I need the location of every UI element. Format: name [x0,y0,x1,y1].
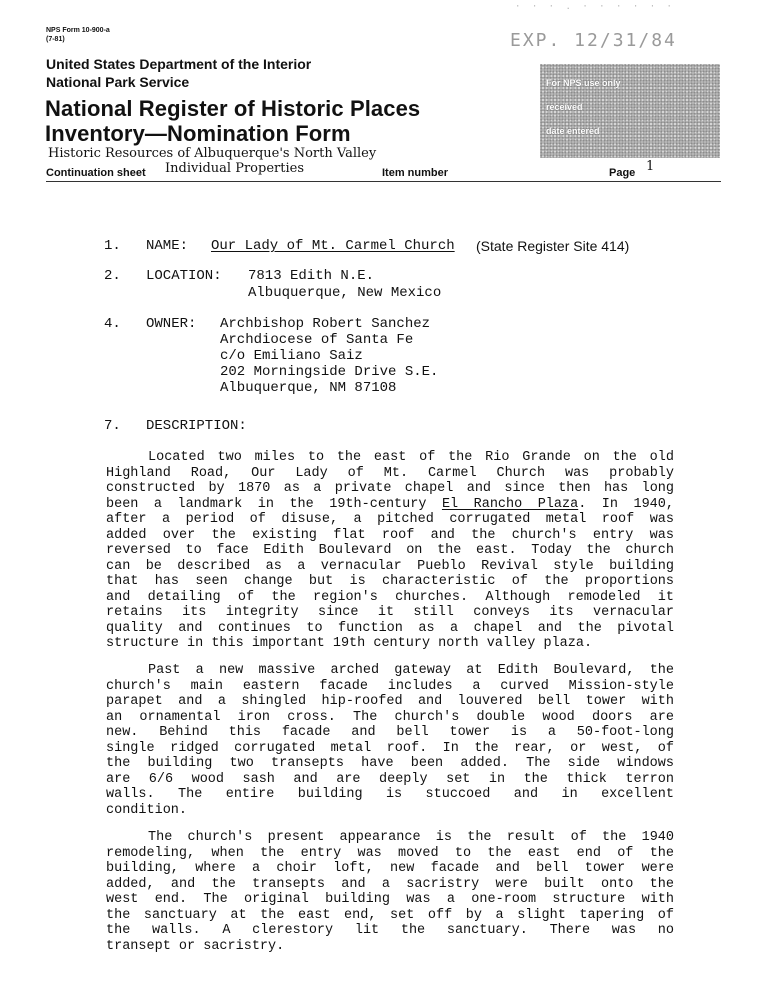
text-line: remodeling, when the entry was moved to the east end of the [106,845,674,861]
text-line: and detailing of the region's churches. Although remodeled it [106,589,674,605]
page-number: 1 [646,159,655,174]
received-label: received [546,102,583,112]
continuation-sheet-value: Individual Properties [165,161,304,176]
text-line: church's main eastern facade includes a curved Mission-style [106,678,674,694]
owner-line: 202 Morningside Drive S.E. [220,364,439,380]
text-line: are 6/6 wood sash and are deeply set in the thick terron [106,771,674,787]
text-line: the sanctuary at the east end, set off by a slight tapering of [106,907,674,923]
text-line: building, where a choir loft, new facade and bell tower were [106,861,674,876]
text-line: condition. [106,802,188,818]
text-line: the walls. A clerestory lit the sanctuary. There was no [106,923,674,938]
text-line: added, and the transepts and a sacristry were built onto the [106,876,674,892]
description-paragraph-1 [106,450,674,652]
text-line: added over the existing flat roof and the church's entry was [106,527,674,543]
owner-line: Albuquerque, NM 87108 [220,380,397,396]
entry-owner-number: 4. [104,316,121,332]
entry-owner-label: OWNER: [146,316,197,332]
underlined-place-name: El Rancho Plaza [441,496,579,512]
entry-location-label: LOCATION: [146,268,222,284]
expiration-stamp: EXP. 12/31/84 [510,30,677,51]
text-line: new. Behind this facade and bell tower is a 50-foot-long [106,725,674,740]
text-line: reversed to face Edith Boulevard on the east. Today the church [106,543,674,558]
text-line: after a period of disuse, a pitched corrugated metal roof was [106,512,674,527]
location-line2: Albuquerque, New Mexico [248,285,442,301]
entry-name-label: NAME: [146,238,189,254]
nps-use-only-label: For NPS use only [546,78,621,88]
text-line: The church's present appearance is the result of the 1940 [148,830,674,845]
service-name: National Park Service [46,74,190,90]
nps-use-only-box [540,64,720,158]
item-number-label: Item number [382,167,449,179]
form-title-line2: Inventory—Nomination Form [45,121,351,146]
text-line: can be described as a vernacular Pueblo Revival style building [106,558,674,574]
form-number [46,26,110,44]
text-line: been a landmark in the 19th-century El Rancho Plaza. In 1940, [106,496,674,512]
form-subtitle: Historic Resources of Albuquerque's North Valley [48,146,377,161]
stamp-noise: · · · . · · · · · · [515,2,675,12]
text-line: constructed by 1870 as a private chapel and since then has long [106,481,674,496]
entry-location-number: 2. [104,268,121,284]
text-line: Highland Road, Our Lady of Mt. Carmel Church was probably [106,465,674,481]
state-register-note: (State Register Site 414) [476,238,630,254]
property-name: Our Lady of Mt. Carmel Church [211,238,455,254]
text-line: single ridged corrugated metal roof. In the rear, or west, of [106,740,674,756]
entry-description-number: 7. [104,418,121,434]
text-line: retains its integrity since it still conveys its vernacular [106,605,674,620]
description-paragraph-2 [106,663,674,818]
date-entered-label: date entered [546,126,600,136]
text-line: Located two miles to the east of the Rio Grande on the old [148,450,674,465]
header-rule [46,181,721,182]
form-date-text: (7-81) [46,36,65,43]
text-line: transept or sacristry. [106,938,285,954]
owner-line: Archdiocese of Santa Fe [220,332,414,348]
text-line: structure in this important 19th century north valley plaza. [106,636,593,651]
owner-line: Archbishop Robert Sanchez [220,316,431,332]
text-line: parapet and a shingled hip-roofed and louvered bell tower with [106,694,674,709]
entry-name-number: 1. [104,238,121,254]
form-title-line1: National Register of Historic Places [45,96,421,121]
text-line: that has seen change but is characteristic of the proportions [106,574,674,589]
department-name: United States Department of the Interior [46,56,312,72]
text-line: quality and continues to function as a chapel and the pivotal [106,620,674,636]
text-line: an ornamental iron cross. The church's double wood doors are [106,709,674,725]
text-line: Past a new massive arched gateway at Edith Boulevard, the [148,663,674,678]
text-line: the building two transepts have been added. The side windows [106,756,674,771]
text-line: walls. The entire building is stuccoed and in excellent [106,787,674,802]
entry-description-label: DESCRIPTION: [146,418,247,434]
continuation-sheet-label: Continuation sheet [46,167,146,179]
form-number-text: NPS Form 10-900-a [46,27,110,34]
page-label: Page [609,167,636,179]
location-line1: 7813 Edith N.E. [248,268,375,284]
text-line: west end. The original building was a one-room structure with [106,892,674,907]
description-paragraph-3 [106,830,674,954]
owner-line: c/o Emiliano Saiz [220,348,363,364]
